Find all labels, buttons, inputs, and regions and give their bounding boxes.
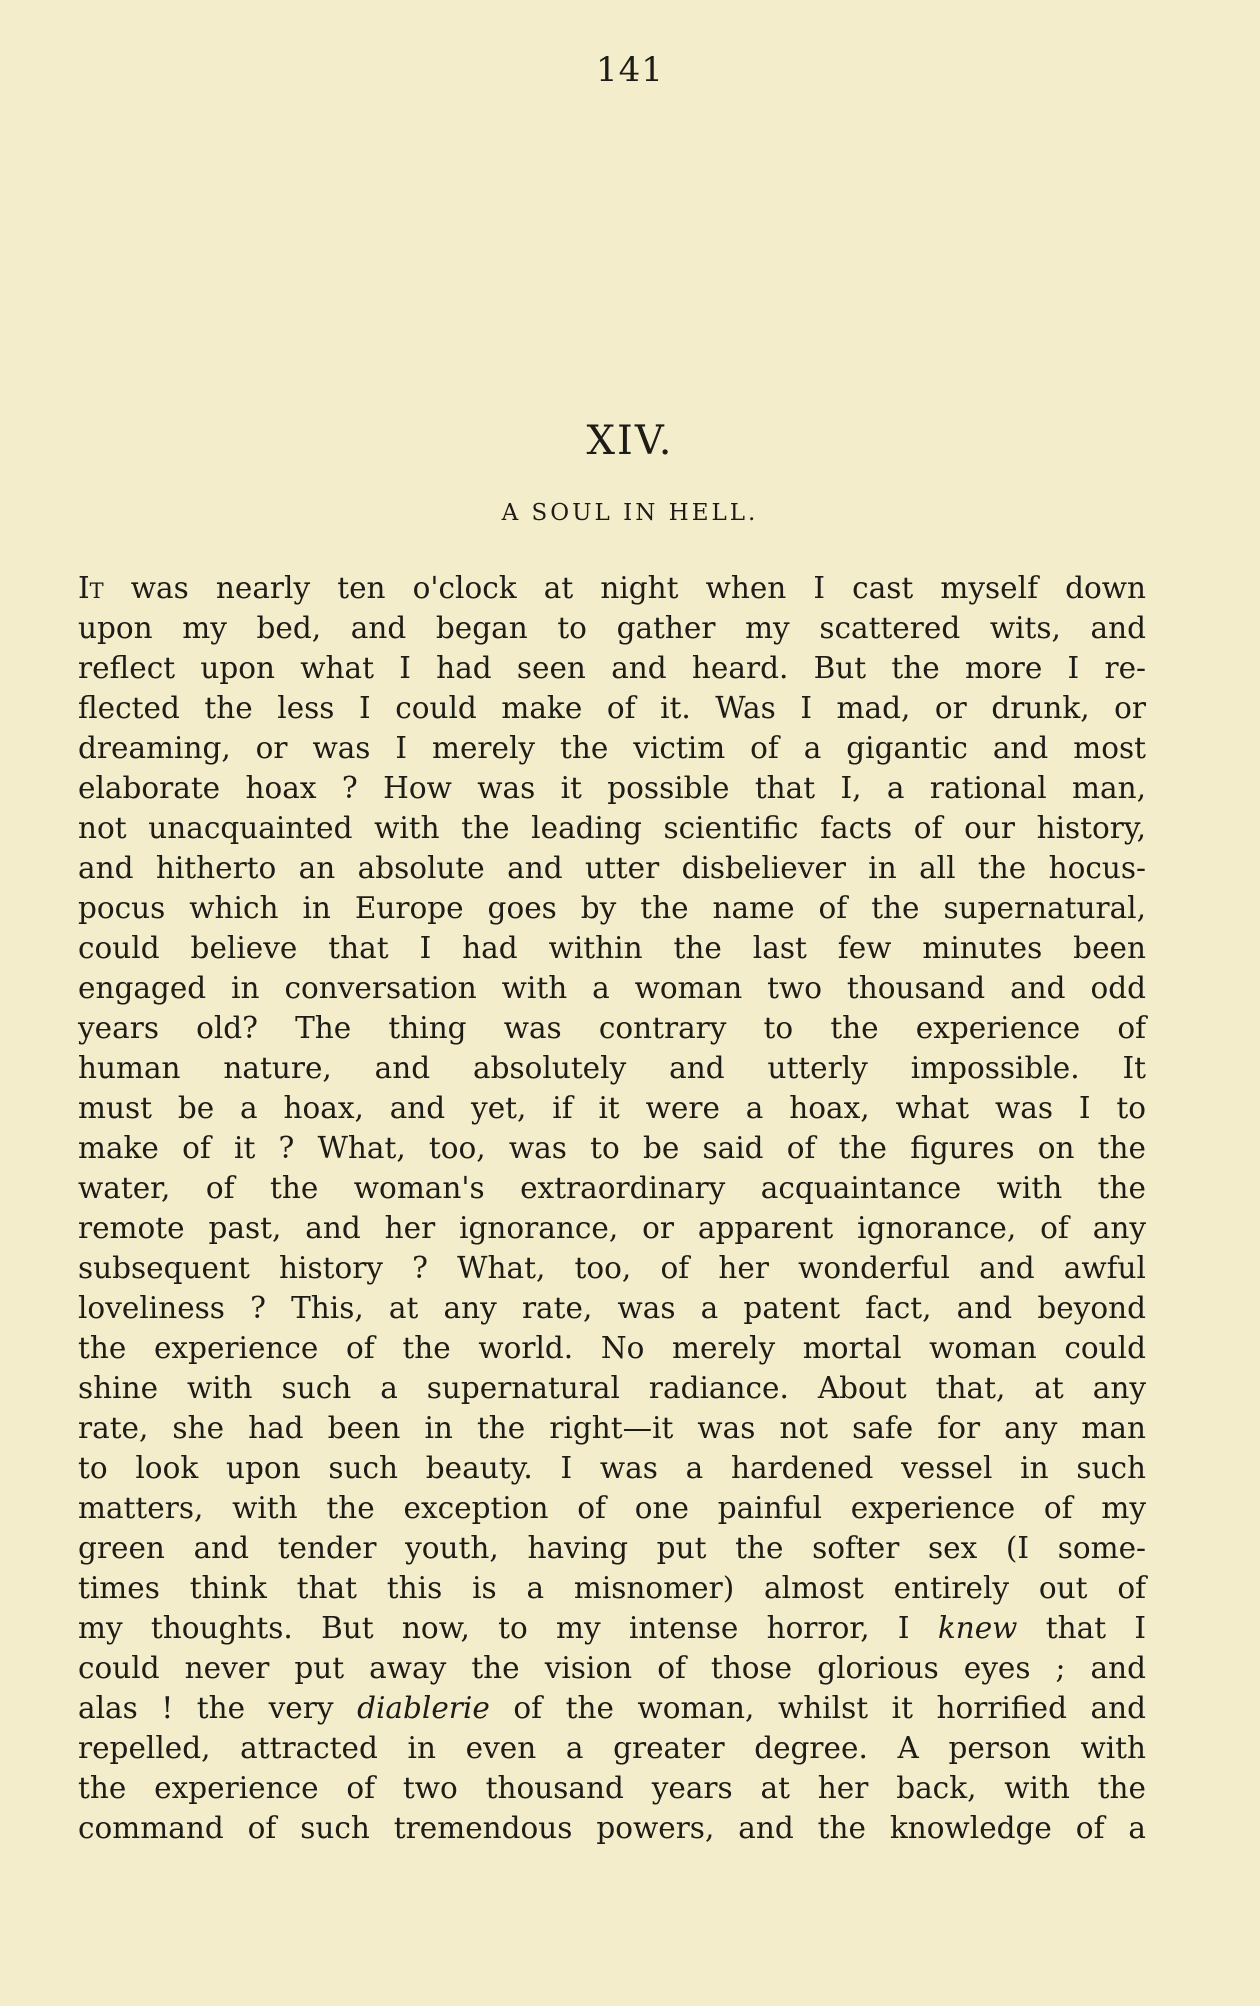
- chapter-numeral: XIV.: [586, 418, 674, 464]
- text-line: could believe that I had within the last few minutes been: [78, 931, 1146, 965]
- text-line: loveliness ? This, at any rate, was a patent fact, and beyond: [78, 1291, 1146, 1325]
- text-line: reflect upon what I had seen and heard. But the more I re-: [78, 651, 1146, 685]
- text-line: elaborate hoax ? How was it possible that I, a rational man,: [78, 771, 1146, 805]
- line-text: that I: [1045, 1611, 1146, 1645]
- text-line: matters, with the exception of one painful experience of my: [78, 1491, 1146, 1525]
- page-number: 141: [596, 50, 664, 90]
- text-line: the experience of the world. No merely mortal woman could: [78, 1331, 1146, 1365]
- text-line: to look upon such beauty. I was a hardened vessel in such: [78, 1451, 1146, 1485]
- text-line: command of such tremendous powers, and the knowledge of a: [78, 1811, 1146, 1845]
- text-line: remote past, and her ignorance, or apparent ignorance, of any: [78, 1211, 1146, 1245]
- text-line: must be a hoax, and yet, if it were a hoax, what was I to: [78, 1091, 1146, 1125]
- text-line-with-emphasis: [78, 1688, 1146, 1728]
- text-line: make of it ? What, too, was to be said of the figures on the: [78, 1131, 1146, 1165]
- text-line: flected the less I could make of it. Was I mad, or drunk, or: [78, 691, 1146, 725]
- text-line: engaged in conversation with a woman two thousand and odd: [78, 971, 1146, 1005]
- text-line: subsequent history ? What, too, of her wonderful and awful: [78, 1251, 1146, 1285]
- text-line: years old? The thing was contrary to the experience of: [78, 1011, 1146, 1045]
- text-line-with-emphasis: [78, 1608, 1146, 1648]
- text-line: could never put away the vision of those glorious eyes ; and: [78, 1651, 1146, 1685]
- text-line: repelled, attracted in even a greater degree. A person with: [78, 1731, 1146, 1765]
- text-line: not unacquainted with the leading scientific facts of our history,: [78, 811, 1146, 845]
- text-line: shine with such a supernatural radiance. About that, at any: [78, 1371, 1146, 1405]
- text-line: times think that this is a misnomer) almost entirely out of: [78, 1571, 1146, 1605]
- text-line: It was nearly ten o'clock at night when I cast myself down: [78, 571, 1146, 605]
- opening-word: It: [78, 571, 104, 605]
- text-line: the experience of two thousand years at her back, with the: [78, 1771, 1146, 1805]
- emphasized-word: knew: [937, 1611, 1018, 1645]
- line-text: of the woman, whilst it horrified and: [513, 1691, 1146, 1725]
- text-line: and hitherto an absolute and utter disbeliever in all the hocus-: [78, 851, 1146, 885]
- text-line: pocus which in Europe goes by the name of the supernatural,: [78, 891, 1146, 925]
- line-text: alas ! the very: [78, 1691, 334, 1725]
- text-line: upon my bed, and began to gather my scattered wits, and: [78, 611, 1146, 645]
- text-line: water, of the woman's extraordinary acquaintance with the: [78, 1171, 1146, 1205]
- text-line: human nature, and absolutely and utterly impossible. It: [78, 1051, 1146, 1085]
- body-text: [78, 568, 1146, 1848]
- text-line: green and tender youth, having put the softer sex (I some-: [78, 1531, 1146, 1565]
- line-text: my thoughts. But now, to my intense horror, I: [78, 1611, 910, 1645]
- text-line: rate, she had been in the right—it was not safe for any man: [78, 1411, 1146, 1445]
- emphasized-word: diablerie: [357, 1691, 490, 1725]
- chapter-title: A SOUL IN HELL.: [501, 500, 759, 526]
- text-line: dreaming, or was I merely the victim of a gigantic and most: [78, 731, 1146, 765]
